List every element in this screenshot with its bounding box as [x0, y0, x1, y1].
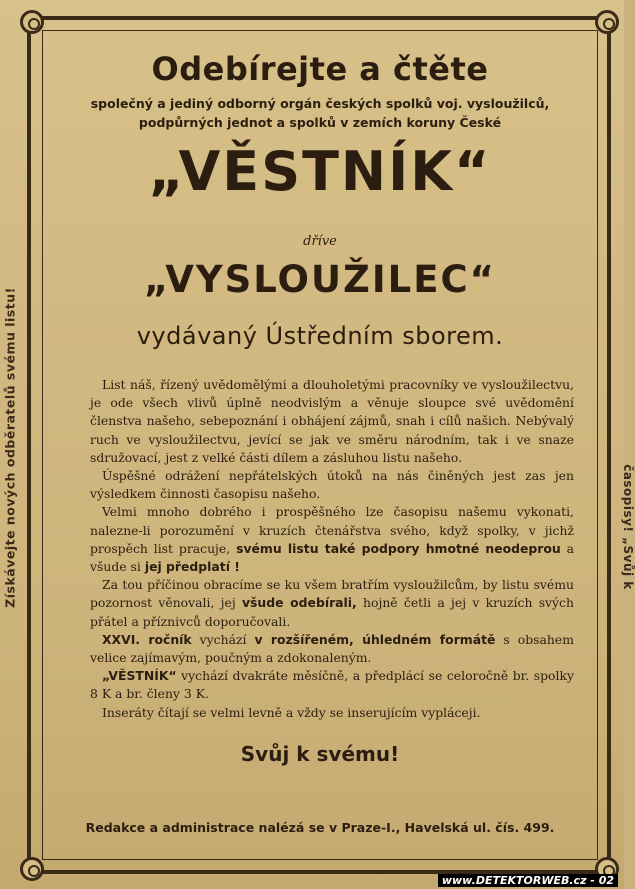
formerly-label: dříve — [303, 234, 337, 249]
corner-ornament-icon — [20, 857, 44, 881]
text-run: s obsahem velice zajímavým, poučným a zdokonaleným. — [90, 631, 574, 666]
corner-ornament-icon — [20, 10, 44, 34]
ad-subtitle-line-1: společný a jediný odborný orgán českých spolků voj. vysloužilců, — [90, 96, 550, 111]
article-body — [90, 376, 574, 722]
text-run: vychází — [199, 631, 247, 647]
text-run: a všude si — [90, 540, 574, 575]
paragraph — [90, 667, 574, 703]
slogan: Svůj k svému! — [240, 742, 400, 766]
text-run: hojně četli a jej v kruzích svých přátel a příznivců doporučovali. — [90, 595, 574, 629]
emphasis-text: v rozšířeném, úhledném formátě — [254, 631, 496, 647]
masthead-name: „VĚSTNÍK“ — [148, 140, 492, 203]
publisher-line: vydávaný Ústředním sborem. — [136, 322, 504, 350]
text-run: Za tou příčinou obracíme se ku všem bratřím vysloužilcům, by listu svému pozornost věnovali, jej — [90, 577, 574, 611]
emphasis-text: svému listu také podpory hmotné neodeprou — [236, 540, 561, 556]
paragraph — [90, 503, 574, 576]
paragraph: Úspěšné odrážení nepřátelských útoků na nás činěných jest zas jen výsledkem činnosti časopisu našeho. — [90, 468, 574, 502]
emphasis-text: všude odebírali, — [241, 595, 357, 611]
emphasis-text: „VĚSTNÍK“ — [102, 668, 177, 684]
paragraph: List náš, řízený uvědomělými a dlouholetými pracovníky ve vysloužilectvu, je ode všech vlivů úplně neodvislým a věnuje sloupce své uvědomění členstva našeho, sebepoznání i obhájení zájmů, snah i cílů našich. Nebývalý ruch ve vysloužilectvu, jevící se jak ve směru národním, tak i ve snaze sdružovací, jest z velké části dílem a zásluhou listu našeho. — [90, 377, 574, 465]
side-text-right: časopisy! „Svůj k — [621, 464, 635, 590]
emphasis-text: XXVI. ročník — [102, 631, 192, 647]
side-text-left: Získávejte nových odběratelů svému listu! — [2, 287, 18, 608]
paragraph: Inseráty čítají se velmi levně a vždy se inserujícím vypláceji. — [102, 704, 481, 720]
paragraph — [90, 576, 574, 631]
emphasis-text: jej předplatí ! — [144, 559, 240, 575]
footer-address: Redakce a administrace nalézá se v Praze-I., Havelská ul. čís. 499. — [85, 820, 555, 835]
paragraph — [90, 631, 574, 667]
ad-headline: Odebírejte a čtěte — [151, 50, 489, 88]
text-run: Velmi mnoho dobrého i prospěšného lze časopisu našemu vykonati, nalezne-li porozumění v kruzích čtenářstva svého, když spolky, v jichž prospěch list pracuje, — [90, 504, 574, 556]
corner-ornament-icon — [595, 10, 619, 34]
ad-subtitle-line-2: podpůrných jednot a spolků v zemích koruny České — [138, 115, 502, 130]
watermark-credit: www.DETEKTORWEB.cz - 02 — [438, 874, 618, 887]
text-run: vychází dvakráte měsíčně, a předplácí se celoročně br. spolky 8 K a br. členy 3 K. — [90, 668, 574, 702]
former-masthead-name: „VYSLOUŽILEC“ — [144, 258, 496, 301]
